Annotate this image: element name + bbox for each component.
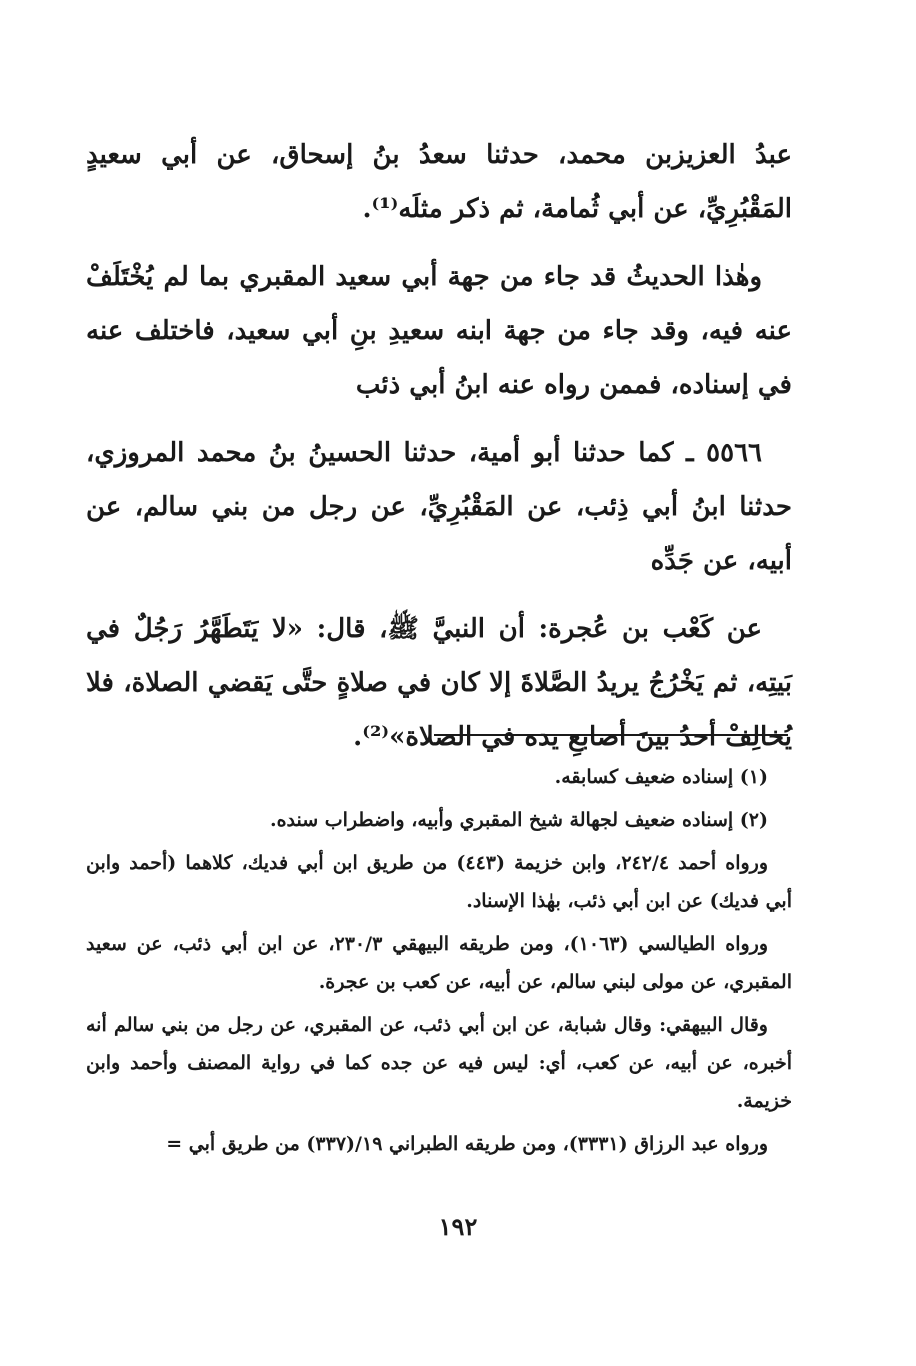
footnote-2: (٢) إسناده ضعيف لجهالة شيخ المقبري وأبيه، واضطراب سنده. bbox=[269, 809, 768, 831]
footnote-2-continuation-1: ورواه أحمد ٢٤٢/٤، وابن خزيمة (٤٤٣) من طريق ابن أبي فديك، كلاهما (أحمد وابن أبي فديك) عن ابن أبي ذئب، بهٰذا الإسناد. bbox=[86, 852, 792, 912]
footnote-1: (١) إسناده ضعيف كسابقه. bbox=[554, 766, 768, 788]
hadith-text-paragraph: عن كَعْب بن عُجرة: أن النبيَّ ﷺ، قال: «لا يَتَطَهَّرُ رَجُلٌ في بَيتِه، ثم يَخْرُجُ يريدُ الصَّلاةَ إلا كان في صلاةٍ حتَّى يَقضي الصلاة، فلا يُخالِفْ أحدُ بينَ أصابعِ يده في الصلاة»⁽²⁾. bbox=[86, 614, 792, 752]
paragraph-2: وهٰذا الحديثُ قد جاء من جهة أبي سعيد المقبري بما لم يُخْتَلَفْ عنه فيه، وقد جاء من جهة ابنه سعيدِ بنِ أبي سعيد، فاختلف عنه في إسناده، فممن رواه عنه ابنُ أبي ذئب bbox=[86, 262, 792, 400]
page-number: ١٩٢ bbox=[438, 1212, 478, 1241]
paragraph-1: عبدُ العزيزبن محمد، حدثنا سعدُ بنُ إسحاق، عن أبي سعيدٍ المَقْبُرِيِّ، عن أبي ثُمامة، ثم ذكر مثلَه⁽¹⁾. bbox=[86, 140, 792, 224]
footnote-2-continuation-3: وقال البيهقي: وقال شبابة، عن ابن أبي ذئب، عن المقبري، عن رجل من بني سالم أنه أخبره، عن أبيه، عن كعب، أي: ليس فيه عن جده كما في رواية المصنف وأحمد وابن خزيمة. bbox=[86, 1014, 792, 1112]
hadith-number-paragraph: ٥٥٦٦ ـ كما حدثنا أبو أمية، حدثنا الحسينُ بنُ محمد المروزي، حدثنا ابنُ أبي ذِئب، عن المَقْبُرِيِّ، عن رجل من بني سالم، عن أبيه، عن جَدِّه bbox=[86, 438, 792, 576]
footnote-2-continuation-2: ورواه الطيالسي (١٠٦٣)، ومن طريقه البيهقي ٢٣٠/٣، عن ابن أبي ذئب، عن سعيد المقبري، عن مولى لبني سالم، عن أبيه، عن كعب بن عجرة. bbox=[86, 933, 792, 993]
footnotes bbox=[86, 758, 792, 1168]
main-text bbox=[86, 128, 792, 778]
footnote-2-continuation-4: ورواه عبد الرزاق (٣٣٣١)، ومن طريقه الطبراني ١٩/(٣٣٧) من طريق أبي = bbox=[166, 1133, 768, 1155]
footnote-separator bbox=[434, 734, 788, 736]
